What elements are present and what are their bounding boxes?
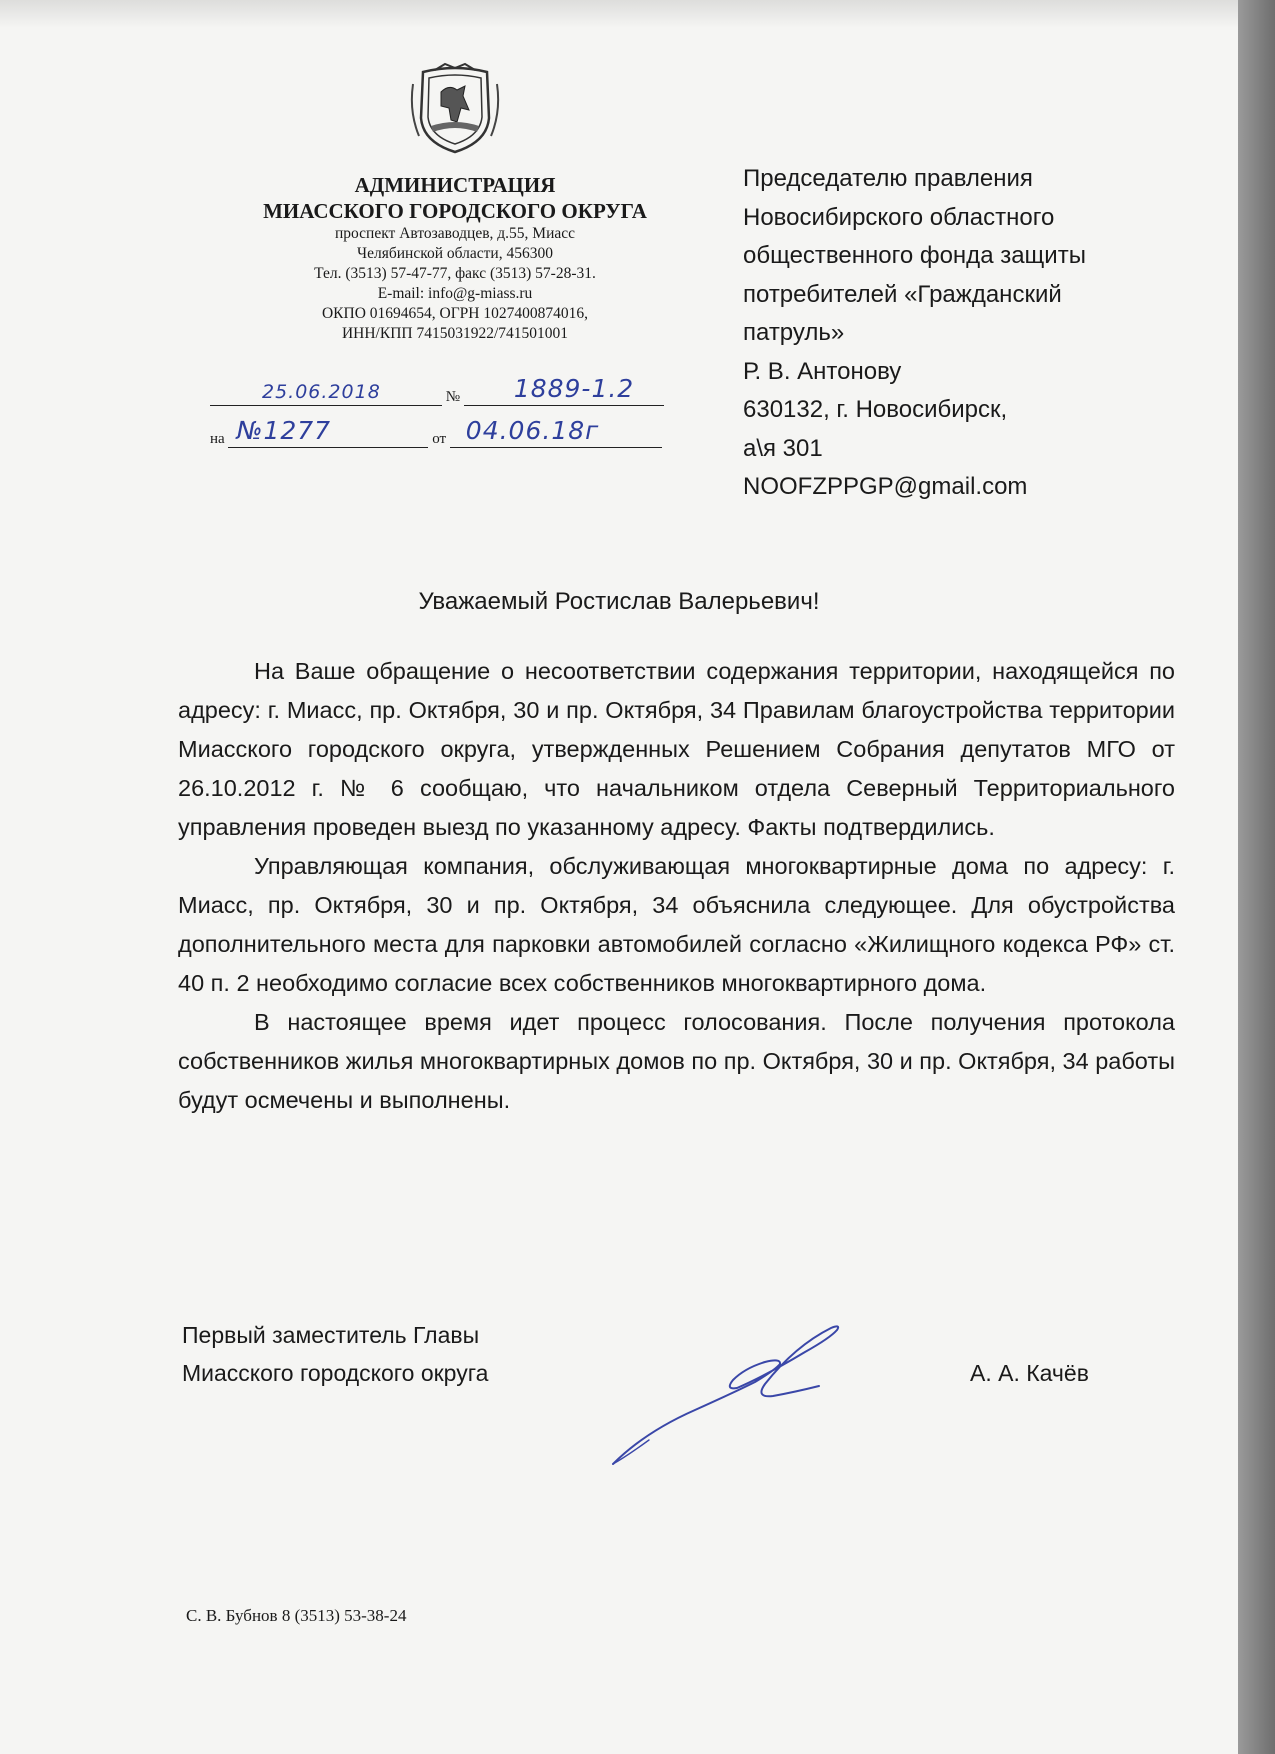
org-title-line-1: АДМИНИСТРАЦИЯ xyxy=(354,173,556,197)
signer-position-line-1: Первый заместитель Главы xyxy=(182,1322,480,1348)
letterhead xyxy=(200,172,710,344)
outgoing-reference-row xyxy=(210,374,664,406)
incoming-date-handwritten: 04.06.18г xyxy=(465,416,600,445)
addressee-line: а\я 301 xyxy=(743,434,823,462)
outgoing-number-field xyxy=(464,374,664,406)
executor-contact: С. В. Бубнов 8 (3513) 53-38-24 xyxy=(186,1606,407,1625)
scanner-background-edge xyxy=(1238,0,1275,1754)
incoming-date-field xyxy=(450,416,662,448)
letterhead-address-street: проспект Автозаводцев, д.55, Миасс xyxy=(334,225,576,242)
letterhead-address-region: Челябинской области, 456300 xyxy=(357,245,553,262)
addressee-line: потребителей «Гражданский xyxy=(743,280,1062,308)
number-label: № xyxy=(445,389,461,405)
addressee-line: 630132, г. Новосибирск, xyxy=(743,396,1008,423)
letter-body xyxy=(178,652,1175,1120)
letterhead-email: E-mail: info@g-miass.ru xyxy=(377,285,533,302)
handwritten-signature xyxy=(605,1322,845,1472)
body-paragraph: Управляющая компания, обслуживающая многоквартирные дома по адресу: г. Миасс, пр. Октября, 30 и пр. Октября, 34 объяснила следующее. Для обустройства дополнительного места для парковки автомобилей согласно «Жилищного кодекса РФ» ст. 40 п. 2 необходимо согласие всех собственников многоквартирного дома. xyxy=(178,853,1175,996)
signer-name: А. А. Качёв xyxy=(970,1360,1089,1386)
addressee-line: Р. В. Антонову xyxy=(743,357,902,385)
addressee-block xyxy=(743,160,1163,507)
addressee-line: Новосибирского областного xyxy=(743,203,1055,231)
addressee-line: патруль» xyxy=(743,319,845,346)
body-paragraph: В настоящее время идет процесс голосования. После получения протокола собственников жилья многоквартирных домов по пр. Октября, 30 и пр. Октября, 34 работы будут осмечены и выполнены. xyxy=(178,1009,1175,1113)
letterhead-inn-kpp: ИНН/КПП 7415031922/741501001 xyxy=(341,325,569,342)
letterhead-okpo-ogrn: ОКПО 01694654, ОГРН 1027400874016, xyxy=(321,305,588,322)
coat-of-arms-emblem xyxy=(405,62,505,154)
signer-position-line-2: Миасского городского округа xyxy=(182,1360,489,1386)
scan-shadow xyxy=(0,0,1238,28)
addressee-line: общественного фонда защиты xyxy=(743,242,1086,269)
outgoing-number-handwritten: 1889-1.2 xyxy=(513,374,635,403)
incoming-number-handwritten: №1277 xyxy=(236,416,332,445)
letterhead-phone: Тел. (3513) 57-47-77, факс (3513) 57-28-31. xyxy=(314,265,596,282)
outgoing-date-field xyxy=(210,383,442,406)
outgoing-date-handwritten: 25.06.2018 xyxy=(262,381,381,403)
from-label: от xyxy=(432,431,447,447)
salutation: Уважаемый Ростислав Валерьевич! xyxy=(418,588,820,615)
addressee-email: NOOFZPPGP@gmail.com xyxy=(743,473,1028,500)
body-paragraph: На Ваше обращение о несоответствии содержания территории, находящейся по адресу: г. Миасс, пр. Октября, 30 и пр. Октября, 34 Правилам благоустройства территории Миасского городского округа, утвержденных Решением Собрания депутатов МГО от 26.10.2012 г. № 6 сообщаю, что начальником отдела Северный Территориального управления проведен выезд по указанному адресу. Факты подтвердились. xyxy=(178,658,1175,840)
incoming-reference-row xyxy=(210,416,662,448)
on-label: на xyxy=(210,431,225,447)
org-title-line-2: МИАССКОГО ГОРОДСКОГО ОКРУГА xyxy=(263,199,647,223)
signer-position xyxy=(182,1316,488,1392)
incoming-number-field xyxy=(228,416,428,448)
addressee-line: Председателю правления xyxy=(743,165,1033,192)
